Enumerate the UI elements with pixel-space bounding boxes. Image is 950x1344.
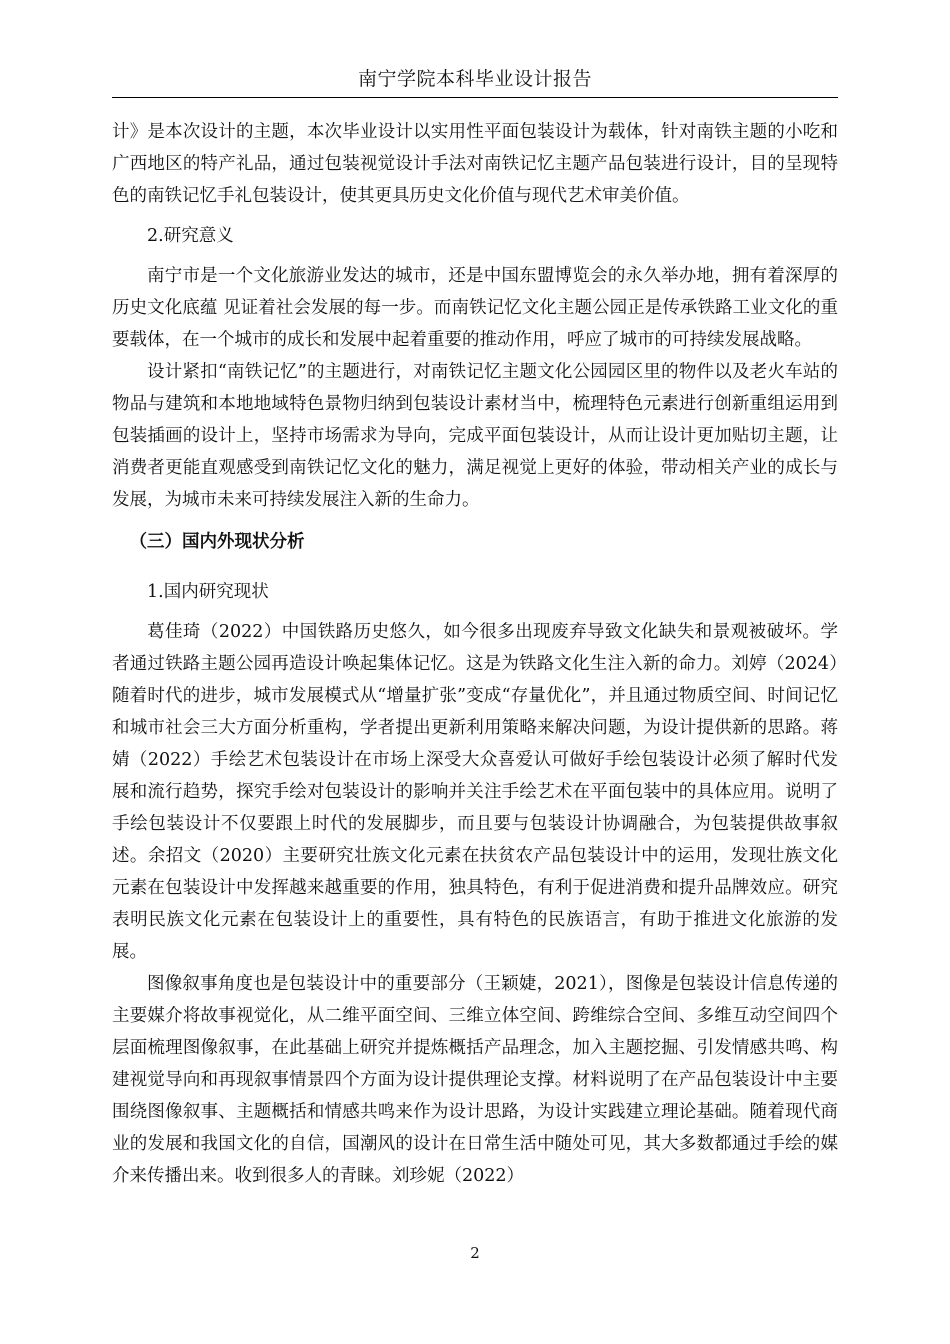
paragraph-domestic-1: 葛佳琦（2022）中国铁路历史悠久，如今很多出现废弃导致文化缺失和景观被破坏。学者通过铁路主题公园再造设计唤起集体记忆。这是为铁路文化生注入新的命力。刘婷（2024）随着时代的进步，城市发展模式从“增量扩张”变成“存量优化”，并且通过物质空间、时间记忆和城市社会三大方面分析重构，学者提出更新利用策略来解决问题，为设计提供新的思路。蒋婧（2022）手绘艺术包装设计在市场上深受大众喜爱认可做好手绘包装设计必须了解时代发展和流行趋势，探究手绘对包装设计的影响并关注手绘艺术在平面包装中的具体应用。说明了手绘包装设计不仅要跟上时代的发展脚步，而且要与包装设计协调融合，为包装提供故事叙述。余招文（2020）主要研究壮族文化元素在扶贫农产品包装设计中的运用，发现壮族文化元素在包装设计中发挥越来越重要的作用，独具特色，有利于促进消费和提升品牌效应。研究表明民族文化元素在包装设计上的重要性，具有特色的民族语言，有助于推进文化旅游的发展。 <box>112 622 838 962</box>
paragraph-intro-continued: 计》是本次设计的主题，本次毕业设计以实用性平面包装设计为载体，针对南铁主题的小吃和广西地区的特产礼品，通过包装视觉设计手法对南铁记忆主题产品包装进行设计，目的呈现特色的南铁记忆手礼包装设计，使其更具历史文化价值与现代艺术审美价值。 <box>112 122 838 206</box>
page-number: 2 <box>470 1244 480 1262</box>
body-text <box>112 116 838 1192</box>
paragraph-significance-1: 南宁市是一个文化旅游业发达的城市，还是中国东盟博览会的永久举办地，拥有着深厚的历史文化底蕴 见证着社会发展的每一步。而南铁记忆文化主题公园正是传承铁路工业文化的重要载体，在一个城市的成长和发展中起着重要的推动作用，呼应了城市的可持续发展战略。 <box>112 266 838 350</box>
header-rule <box>112 97 838 98</box>
paragraph-significance-2: 设计紧扣“南铁记忆”的主题进行，对南铁记忆主题文化公园园区里的物件以及老火车站的物品与建筑和本地地域特色景物归纳到包装设计素材当中，梳理特色元素进行创新重组运用到包装插画的设计上，坚持市场需求为导向，完成平面包装设计，从而让设计更加贴切主题，让消费者更能直观感受到南铁记忆文化的魅力，满足视觉上更好的体验，带动相关产业的成长与发展，为城市未来可持续发展注入新的生命力。 <box>112 362 838 510</box>
section-heading-status-analysis: （三）国内外现状分析 <box>129 532 305 552</box>
subheading-domestic-research: 1.国内研究现状 <box>147 582 269 602</box>
paragraph-domestic-2: 图像叙事角度也是包装设计中的重要部分（王颖婕，2021），图像是包装设计信息传递的主要媒介将故事视觉化，从二维平面空间、三维立体空间、跨维综合空间、多维互动空间四个层面梳理图像叙事，在此基础上研究并提炼概括产品理念，加入主题挖掘、引发情感共鸣、构建视觉导向和再现叙事情景四个方面为设计提供理论支撑。材料说明了在产品包装设计中主要围绕图像叙事、主题概括和情感共鸣来作为设计思路，为设计实践建立理论基础。随着现代商业的发展和我国文化的自信，国潮风的设计在日常生活中随处可见，其大多数都通过手绘的媒介来传播出来。收到很多人的青睐。刘珍妮（2022） <box>112 974 838 1186</box>
subheading-research-significance: 2.研究意义 <box>147 226 234 246</box>
running-header: 南宁学院本科毕业设计报告 <box>357 68 592 90</box>
